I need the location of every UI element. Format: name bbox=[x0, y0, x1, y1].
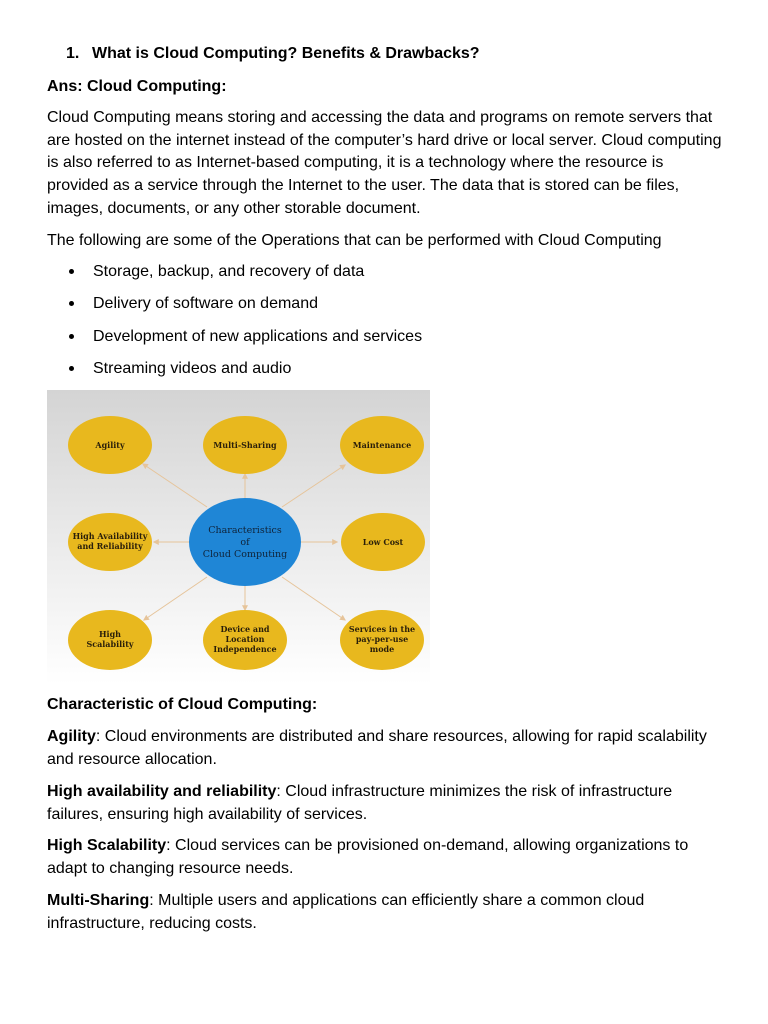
answer-label: Ans: Cloud Computing: bbox=[47, 78, 227, 95]
intro-paragraph: Cloud Computing means storing and accessing the data and programs on remote servers that are hosted on the internet instead of the computer’s hard drive or local server. Cloud computing is also referred to as Internet-based computing, it is a technology where the resource is provided as a service through the Internet to the user. The data that is stored can be files, images, documents, or any other storable document. bbox=[47, 109, 722, 217]
question-heading bbox=[66, 44, 480, 64]
characteristic-term: High availability and reliability bbox=[47, 783, 277, 800]
characteristic-item bbox=[47, 781, 727, 826]
characteristic-item bbox=[47, 890, 727, 935]
node-agility-label: Agility bbox=[95, 440, 125, 450]
list-item bbox=[0, 358, 768, 390]
list-item-text: Delivery of software on demand bbox=[93, 295, 318, 313]
bullet-icon bbox=[69, 366, 74, 371]
operations-intro: The following are some of the Operations that can be performed with Cloud Computing bbox=[47, 232, 662, 249]
characteristic-item bbox=[47, 726, 727, 771]
list-item-text: Storage, backup, and recovery of data bbox=[93, 263, 365, 280]
characteristic-desc: : Cloud services can be provisioned on-demand, allowing organizations to adapt to changing resource needs. bbox=[47, 837, 689, 877]
bullet-icon bbox=[69, 334, 74, 339]
characteristic-desc: : Cloud environments are distributed and share resources, allowing for rapid scalability and resource allocation. bbox=[47, 728, 707, 768]
characteristic-term: High Scalability bbox=[47, 837, 167, 854]
characteristics-diagram bbox=[47, 390, 430, 684]
diagram-svg bbox=[47, 390, 430, 684]
list-item bbox=[0, 293, 768, 325]
characteristic-desc: : Multiple users and applications can efficiently share a common cloud infrastructure, reducing costs. bbox=[47, 892, 645, 932]
list-item-text: Development of new applications and services bbox=[93, 327, 423, 345]
question-number: 1. bbox=[66, 45, 80, 62]
node-pay-per-use-label: Services in the pay-per-use mode bbox=[348, 624, 416, 654]
question-title: What is Cloud Computing? Benefits & Drawbacks? bbox=[92, 45, 480, 62]
node-multi-sharing-label: Multi-Sharing bbox=[213, 440, 277, 450]
characteristic-term: Multi-Sharing bbox=[47, 892, 150, 909]
node-maintenance-label: Maintenance bbox=[352, 440, 412, 450]
list-item bbox=[0, 261, 768, 293]
node-device-location-label: Device and Location Independence bbox=[213, 624, 277, 654]
characteristics-title: Characteristic of Cloud Computing: bbox=[47, 696, 318, 713]
node-high-availability-label: High Availability and Reliability bbox=[72, 531, 148, 551]
list-item bbox=[0, 326, 768, 358]
characteristic-term: Agility bbox=[47, 728, 96, 745]
operations-list bbox=[0, 261, 768, 391]
bullet-icon bbox=[69, 269, 74, 274]
bullet-icon bbox=[69, 301, 74, 306]
node-center-label: Characteristics of Cloud Computing bbox=[202, 525, 288, 560]
list-item-text: Streaming videos and audio bbox=[93, 360, 292, 378]
characteristic-item bbox=[47, 835, 727, 880]
node-low-cost-label: Low Cost bbox=[362, 537, 404, 547]
characteristic-desc: : Cloud infrastructure minimizes the risk of infrastructure failures, ensuring high availability of services. bbox=[47, 783, 673, 823]
node-high-scalability-label: High Scalability bbox=[86, 629, 134, 649]
